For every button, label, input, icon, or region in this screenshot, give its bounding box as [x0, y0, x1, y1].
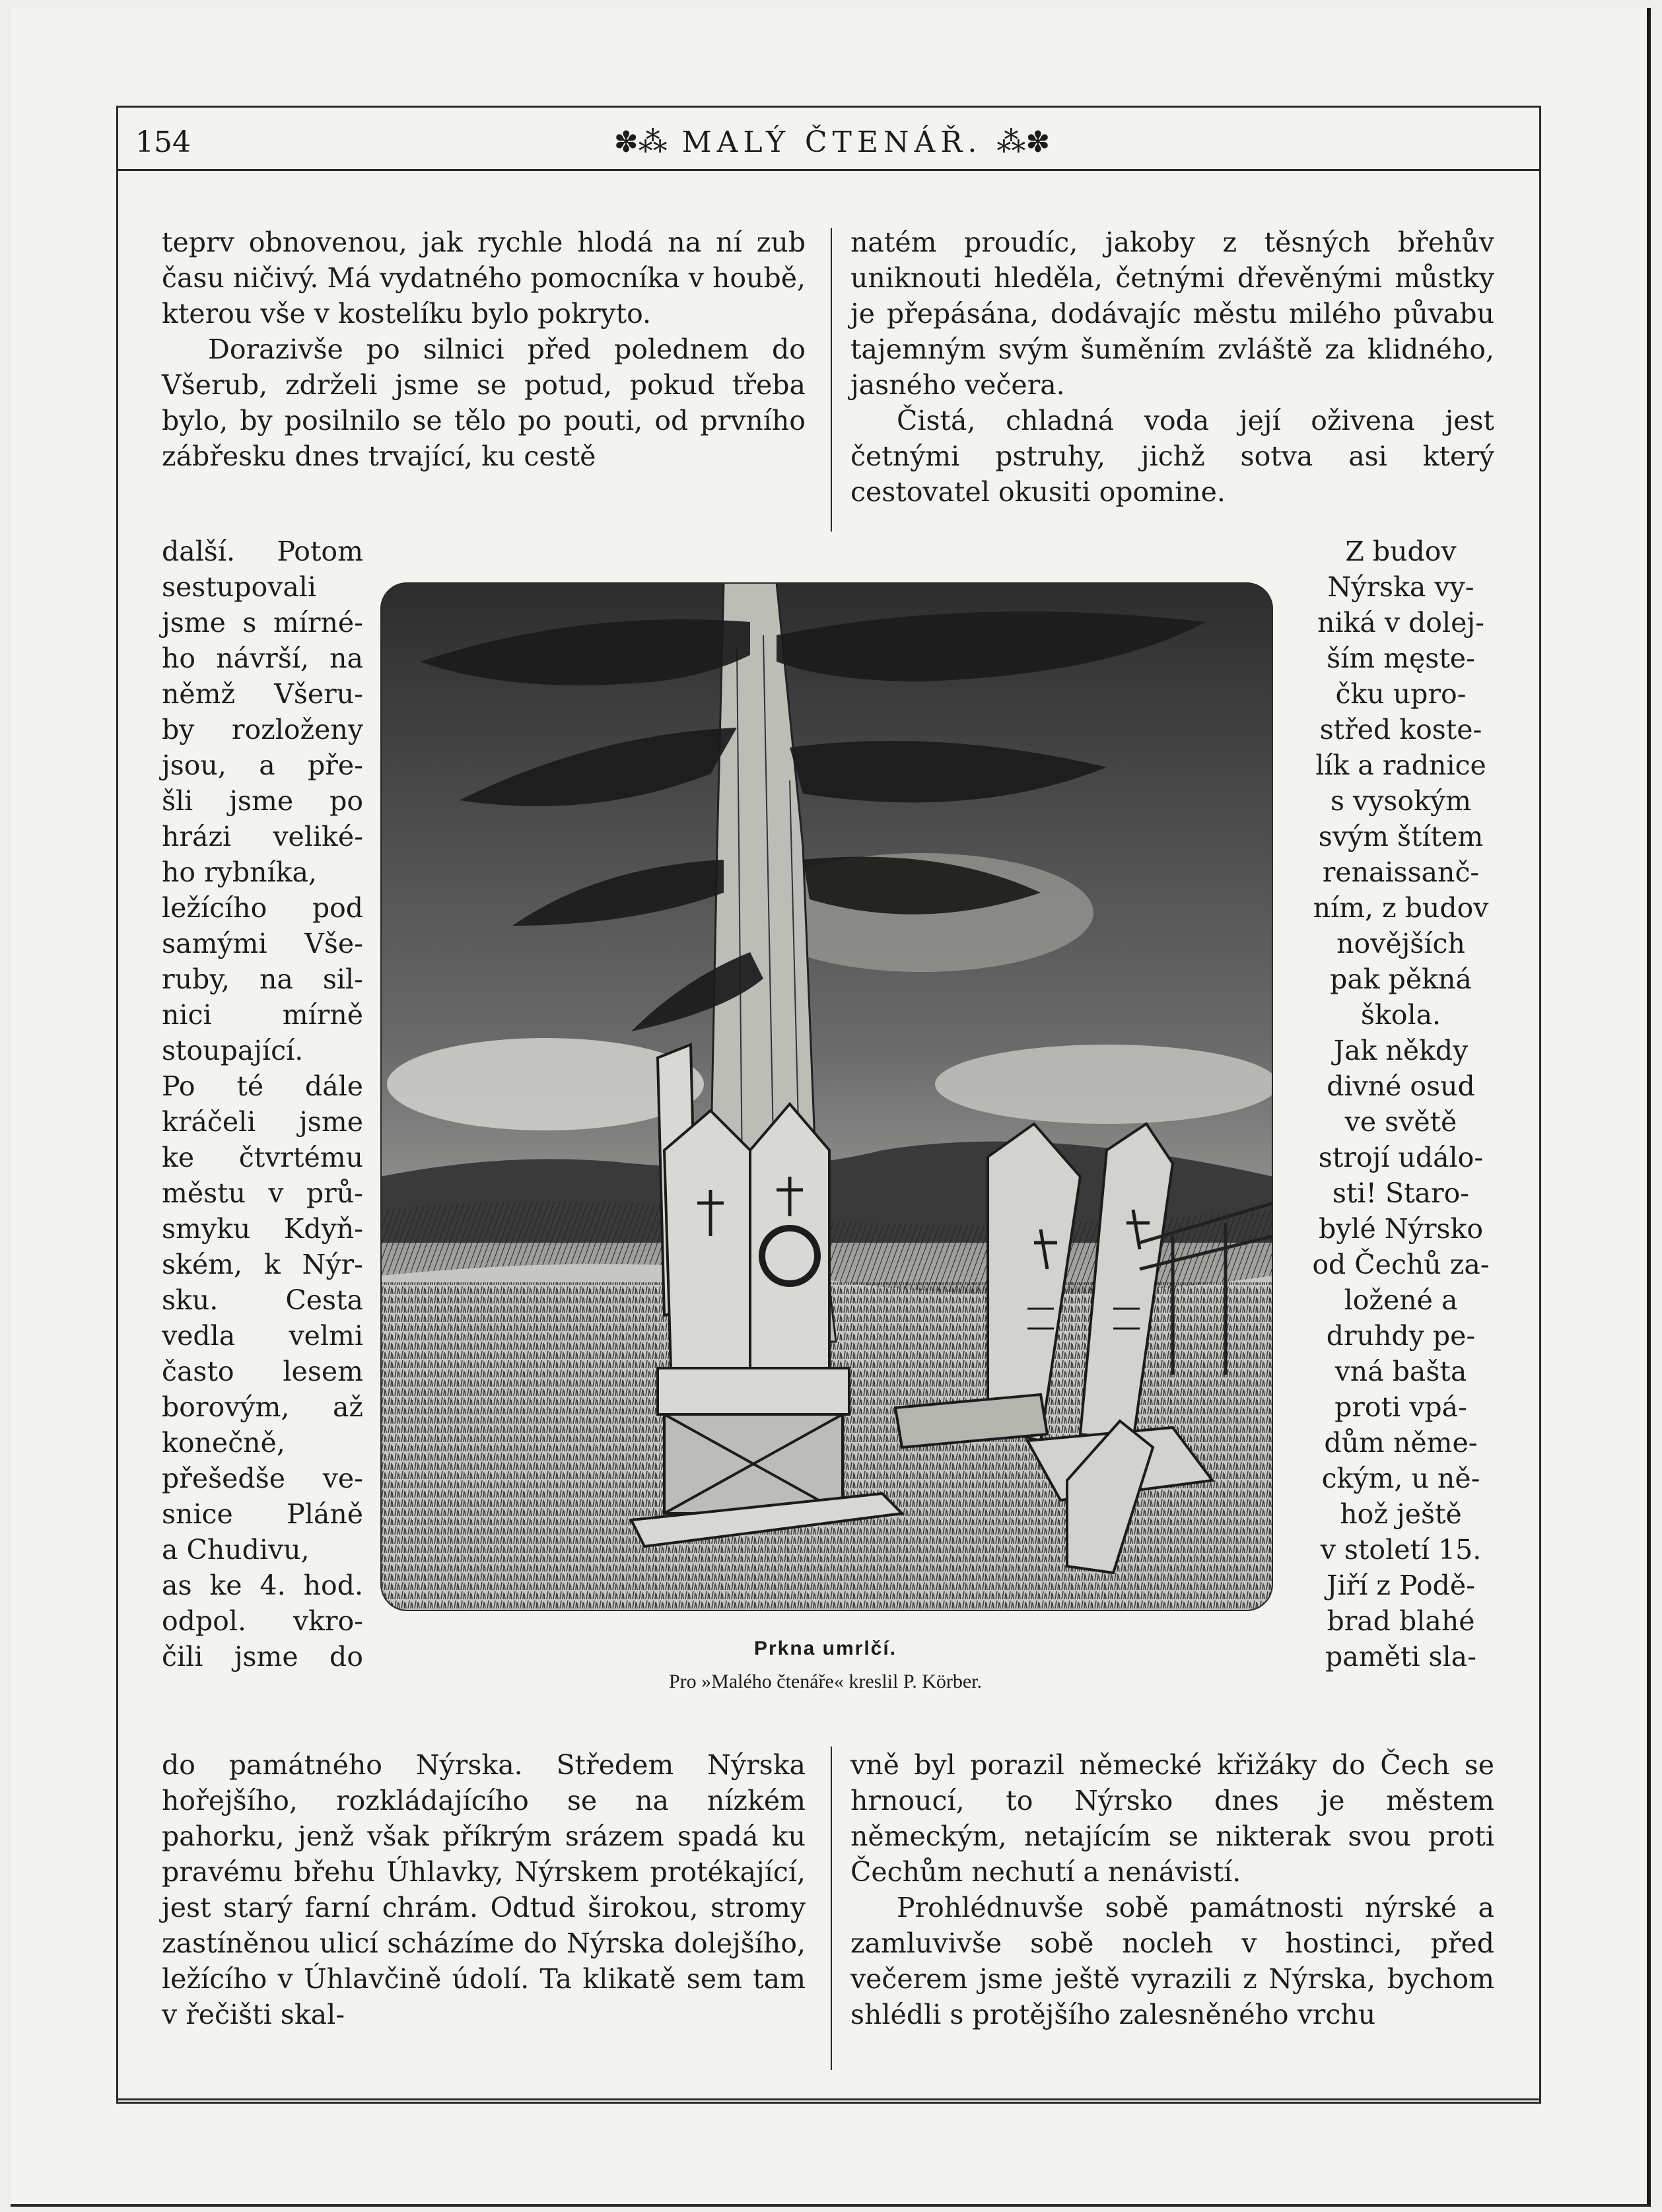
text-line: ckým, u ně-	[1321, 1463, 1480, 1494]
text-line: smyku Kdyň-	[162, 1213, 363, 1245]
left-column-top	[162, 225, 806, 474]
paragraph: Čistá, chladná voda její oživena jest četnými pstruhy, jichž sotva asi který cestovatel okusiti opomine.	[850, 405, 1494, 508]
journal-title: MALÝ ČTENÁŘ.	[681, 125, 983, 159]
column-divider-top	[831, 228, 832, 532]
text-line: jsou, a pře-	[162, 749, 363, 781]
text-line: snice Pláně	[162, 1498, 363, 1530]
text-line: samými Vše-	[162, 928, 363, 959]
text-line: Jiří z Podě-	[1327, 1570, 1475, 1601]
text-line: škola.	[1360, 999, 1441, 1031]
header-rule	[116, 169, 1539, 171]
running-title	[581, 116, 1083, 169]
paragraph: vně byl porazil německé křižáky do Čech se hrnoucí, to Nýrsko dnes je městem německým, netajícím se nikterak svou proti Čechům nechutí a nenávistí.	[850, 1749, 1494, 1888]
text-line: vná bašta	[1334, 1356, 1467, 1387]
text-line: lík a radnice	[1315, 749, 1486, 781]
text-line: čku upro-	[1335, 678, 1467, 710]
column-divider-bottom	[831, 1746, 832, 2070]
text-line: pak pěkná	[1330, 963, 1472, 995]
text-line: sti! Staro-	[1332, 1177, 1470, 1209]
text-line: nici mírně	[162, 999, 363, 1031]
text-line: brad blahé	[1327, 1605, 1475, 1637]
text-line: němž Všeru-	[162, 678, 363, 710]
text-line: další. Potom	[162, 536, 363, 567]
paragraph: teprv obnovenou, jak rychle hlodá na ní zub času ničivý. Má vydatného pomocníka v houbě, kterou vše v kostelíku bylo pokryto.	[162, 226, 806, 329]
text-line: by rozloženy	[162, 714, 363, 745]
text-line: střed koste-	[1319, 714, 1482, 745]
text-line: stoupající.	[162, 1035, 304, 1066]
text-line: jsme s mírné-	[162, 607, 363, 639]
text-line: ve světě	[1344, 1106, 1457, 1138]
text-line: od Čechů za-	[1312, 1249, 1490, 1280]
text-line: v století 15.	[1320, 1534, 1482, 1566]
text-line: ho rybníka,	[162, 856, 317, 888]
text-line: často lesem	[162, 1356, 363, 1387]
footer-rule	[116, 2098, 1539, 2100]
text-line: vedla velmi	[162, 1320, 363, 1352]
text-line: ležícího pod	[162, 892, 363, 924]
engraving	[380, 582, 1273, 1611]
paragraph: Prohlédnuvše sobě památnosti nýrské a zamluvivše sobě nocleh v hostinci, před večerem jsme ještě vyrazili z Nýrska, bychom shlédli s protějšího zalesněného vrchu	[850, 1892, 1494, 2030]
ornament-left: ✽⁂	[613, 125, 668, 159]
text-line: divné osud	[1327, 1070, 1475, 1102]
text-line: ke čtvrtému	[162, 1142, 363, 1173]
text-line: as ke 4. hod.	[162, 1570, 363, 1601]
text-line: ložené a	[1344, 1284, 1458, 1316]
text-line: hrázi veliké-	[162, 821, 363, 852]
text-line: Z budov	[1345, 536, 1457, 567]
text-line: novějších	[1336, 928, 1465, 959]
paragraph: natém proudíc, jakoby z těsných břehův uniknouti hleděla, četnými dřevěnými můstky je přepásána, dodávajíc městu milého půvabu tajemným svým šuměním zvláště za klidného, jasného večera.	[850, 226, 1494, 401]
page-number: 154	[135, 125, 191, 159]
text-line: hož ještě	[1340, 1498, 1462, 1530]
text-line: přešedše ve-	[162, 1463, 363, 1494]
right-column-top	[850, 225, 1494, 510]
text-line: kráčeli jsme	[162, 1106, 363, 1138]
text-line: svým štítem	[1318, 821, 1484, 852]
text-line: čili jsme do	[162, 1641, 363, 1673]
text-line: ním, z budov	[1313, 892, 1489, 924]
text-line: bylé Nýrsko	[1318, 1213, 1484, 1245]
text-line: městu v prů-	[162, 1177, 363, 1209]
left-narrow-column	[162, 534, 363, 1675]
illustration-caption: Prkna umrlčí.	[753, 1638, 897, 1659]
text-line: renaissanč-	[1322, 856, 1480, 888]
text-line: odpol. vkro-	[162, 1605, 363, 1637]
text-line: druhdy pe-	[1326, 1320, 1476, 1352]
text-line: paměti sla-	[1325, 1641, 1476, 1673]
text-line: sestupovali	[162, 571, 316, 603]
text-line: šli jsme po	[162, 785, 363, 817]
text-line: ruby, na sil-	[162, 963, 363, 995]
text-line: strojí událo-	[1318, 1142, 1484, 1173]
right-narrow-column	[1307, 534, 1494, 1675]
text-line: ském, k Nýr-	[162, 1249, 363, 1280]
text-line: niká v dolej-	[1317, 607, 1484, 639]
right-column-bottom	[850, 1747, 1494, 2032]
text-line: Po té dále	[162, 1070, 363, 1102]
text-line: ho návrší, na	[162, 642, 363, 674]
text-line: proti vpá-	[1334, 1391, 1467, 1423]
illustration-credit: Pro »Malého čtenáře« kreslil P. Körber.	[668, 1671, 983, 1692]
text-line: Nýrska vy-	[1327, 571, 1474, 603]
text-line: a Chudivu,	[162, 1534, 310, 1566]
ornament-right: ⁂✽	[996, 125, 1051, 159]
text-line: sku. Cesta	[162, 1284, 363, 1316]
text-line: dům něme-	[1324, 1427, 1478, 1459]
text-line: Jak někdy	[1333, 1035, 1469, 1066]
text-line: ším męste-	[1327, 642, 1475, 674]
paragraph: do památného Nýrska. Středem Nýrska hořejšího, rozkládajícího se na nízkém pahorku, jenž však příkrým srázem spadá ku pravému břehu Úhlavky, Nýrskem protékající, jest starý farní chrám. Odtud širokou, stromy zastíněnou ulicí scházíme do Nýrska dolejšího, ležícího v Úhlavčině údolí. Ta klikatě sem tam v řečišti skal-	[162, 1749, 806, 2030]
left-column-bottom	[162, 1747, 806, 2032]
paragraph: Dorazivše po silnici před polednem do Všerub, zdrželi jsme se potud, pokud třeba bylo, by posilnilo se tělo po pouti, od prvního zábřesku dnes trvající, ku cestě	[162, 333, 806, 472]
text-line: konečně,	[162, 1427, 285, 1459]
illustration-grave-boards	[380, 582, 1273, 1611]
text-line: borovým, až	[162, 1391, 363, 1423]
text-line: s vysokým	[1330, 785, 1471, 817]
